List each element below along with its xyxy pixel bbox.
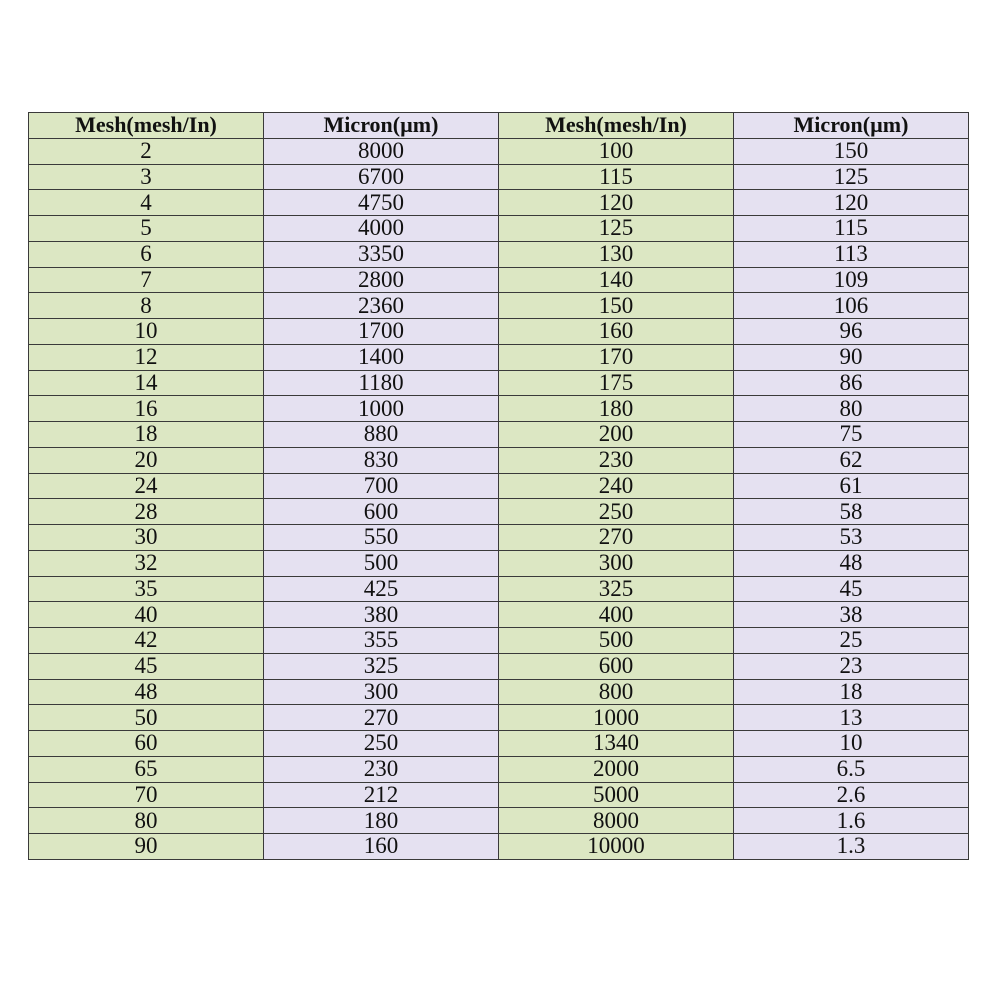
table-row xyxy=(29,653,969,679)
mesh-cell: 180 xyxy=(499,396,734,422)
mesh-cell: 70 xyxy=(29,782,264,808)
micron-cell: 425 xyxy=(264,576,499,602)
micron-cell: 53 xyxy=(734,525,969,551)
mesh-cell: 7 xyxy=(29,267,264,293)
mesh-cell: 28 xyxy=(29,499,264,525)
mesh-cell: 65 xyxy=(29,756,264,782)
mesh-cell: 42 xyxy=(29,628,264,654)
micron-cell: 300 xyxy=(264,679,499,705)
micron-cell: 830 xyxy=(264,447,499,473)
table-row xyxy=(29,705,969,731)
mesh-cell: 12 xyxy=(29,344,264,370)
mesh-cell: 120 xyxy=(499,190,734,216)
micron-cell: 115 xyxy=(734,216,969,242)
mesh-cell: 400 xyxy=(499,602,734,628)
micron-cell: 2360 xyxy=(264,293,499,319)
mesh-cell: 18 xyxy=(29,422,264,448)
mesh-cell: 325 xyxy=(499,576,734,602)
micron-cell: 90 xyxy=(734,344,969,370)
micron-cell: 1000 xyxy=(264,396,499,422)
mesh-cell: 8 xyxy=(29,293,264,319)
mesh-cell: 100 xyxy=(499,138,734,164)
table-row xyxy=(29,447,969,473)
mesh-cell: 35 xyxy=(29,576,264,602)
mesh-cell: 24 xyxy=(29,473,264,499)
micron-cell: 8000 xyxy=(264,138,499,164)
micron-cell: 25 xyxy=(734,628,969,654)
table-row xyxy=(29,241,969,267)
mesh-cell: 50 xyxy=(29,705,264,731)
table-row xyxy=(29,731,969,757)
table-body xyxy=(29,138,969,859)
mesh-cell: 270 xyxy=(499,525,734,551)
micron-cell: 1700 xyxy=(264,319,499,345)
mesh-cell: 3 xyxy=(29,164,264,190)
table-row xyxy=(29,216,969,242)
micron-cell: 325 xyxy=(264,653,499,679)
micron-cell: 10 xyxy=(734,731,969,757)
micron-cell: 1400 xyxy=(264,344,499,370)
table-row xyxy=(29,550,969,576)
table-row xyxy=(29,602,969,628)
micron-cell: 113 xyxy=(734,241,969,267)
table-row xyxy=(29,370,969,396)
mesh-cell: 1340 xyxy=(499,731,734,757)
micron-cell: 6.5 xyxy=(734,756,969,782)
micron-cell: 880 xyxy=(264,422,499,448)
mesh-cell: 300 xyxy=(499,550,734,576)
micron-cell: 61 xyxy=(734,473,969,499)
mesh-cell: 2000 xyxy=(499,756,734,782)
mesh-cell: 90 xyxy=(29,834,264,860)
mesh-cell: 800 xyxy=(499,679,734,705)
micron-cell: 180 xyxy=(264,808,499,834)
micron-cell: 45 xyxy=(734,576,969,602)
micron-cell: 120 xyxy=(734,190,969,216)
micron-cell: 58 xyxy=(734,499,969,525)
table-row xyxy=(29,679,969,705)
header-mesh-1: Mesh(mesh/In) xyxy=(29,113,264,139)
mesh-cell: 10000 xyxy=(499,834,734,860)
micron-cell: 13 xyxy=(734,705,969,731)
micron-cell: 600 xyxy=(264,499,499,525)
mesh-cell: 5000 xyxy=(499,782,734,808)
mesh-cell: 4 xyxy=(29,190,264,216)
table-row xyxy=(29,525,969,551)
mesh-cell: 5 xyxy=(29,216,264,242)
micron-cell: 109 xyxy=(734,267,969,293)
micron-cell: 80 xyxy=(734,396,969,422)
mesh-cell: 170 xyxy=(499,344,734,370)
micron-cell: 2.6 xyxy=(734,782,969,808)
micron-cell: 4000 xyxy=(264,216,499,242)
micron-cell: 86 xyxy=(734,370,969,396)
table-row xyxy=(29,190,969,216)
mesh-cell: 150 xyxy=(499,293,734,319)
header-micron-2: Micron(µm) xyxy=(734,113,969,139)
mesh-cell: 2 xyxy=(29,138,264,164)
table-row xyxy=(29,138,969,164)
mesh-cell: 16 xyxy=(29,396,264,422)
micron-cell: 1180 xyxy=(264,370,499,396)
mesh-micron-table xyxy=(28,112,969,860)
mesh-cell: 250 xyxy=(499,499,734,525)
micron-cell: 1.6 xyxy=(734,808,969,834)
table-row xyxy=(29,499,969,525)
mesh-cell: 140 xyxy=(499,267,734,293)
mesh-cell: 60 xyxy=(29,731,264,757)
micron-cell: 550 xyxy=(264,525,499,551)
table-row xyxy=(29,628,969,654)
header-micron-1: Micron(µm) xyxy=(264,113,499,139)
mesh-cell: 40 xyxy=(29,602,264,628)
mesh-cell: 1000 xyxy=(499,705,734,731)
mesh-cell: 500 xyxy=(499,628,734,654)
mesh-cell: 125 xyxy=(499,216,734,242)
micron-cell: 62 xyxy=(734,447,969,473)
micron-cell: 355 xyxy=(264,628,499,654)
table-row xyxy=(29,396,969,422)
table-row xyxy=(29,756,969,782)
table-row xyxy=(29,267,969,293)
micron-cell: 106 xyxy=(734,293,969,319)
micron-cell: 6700 xyxy=(264,164,499,190)
micron-cell: 230 xyxy=(264,756,499,782)
header-mesh-2: Mesh(mesh/In) xyxy=(499,113,734,139)
mesh-cell: 48 xyxy=(29,679,264,705)
micron-cell: 2800 xyxy=(264,267,499,293)
micron-cell: 125 xyxy=(734,164,969,190)
micron-cell: 96 xyxy=(734,319,969,345)
mesh-cell: 160 xyxy=(499,319,734,345)
micron-cell: 1.3 xyxy=(734,834,969,860)
micron-cell: 48 xyxy=(734,550,969,576)
mesh-cell: 6 xyxy=(29,241,264,267)
mesh-cell: 30 xyxy=(29,525,264,551)
micron-cell: 380 xyxy=(264,602,499,628)
header-row xyxy=(29,113,969,139)
mesh-cell: 45 xyxy=(29,653,264,679)
mesh-cell: 10 xyxy=(29,319,264,345)
micron-cell: 4750 xyxy=(264,190,499,216)
mesh-cell: 8000 xyxy=(499,808,734,834)
micron-cell: 500 xyxy=(264,550,499,576)
mesh-cell: 80 xyxy=(29,808,264,834)
mesh-cell: 115 xyxy=(499,164,734,190)
table-row xyxy=(29,808,969,834)
micron-cell: 23 xyxy=(734,653,969,679)
mesh-cell: 240 xyxy=(499,473,734,499)
mesh-cell: 230 xyxy=(499,447,734,473)
mesh-cell: 175 xyxy=(499,370,734,396)
mesh-cell: 14 xyxy=(29,370,264,396)
micron-cell: 75 xyxy=(734,422,969,448)
micron-cell: 160 xyxy=(264,834,499,860)
table-row xyxy=(29,293,969,319)
mesh-cell: 20 xyxy=(29,447,264,473)
mesh-cell: 200 xyxy=(499,422,734,448)
micron-cell: 3350 xyxy=(264,241,499,267)
mesh-cell: 32 xyxy=(29,550,264,576)
table-row xyxy=(29,576,969,602)
table-row xyxy=(29,782,969,808)
micron-cell: 38 xyxy=(734,602,969,628)
table-row xyxy=(29,834,969,860)
table-row xyxy=(29,319,969,345)
table-row xyxy=(29,422,969,448)
mesh-cell: 130 xyxy=(499,241,734,267)
micron-cell: 150 xyxy=(734,138,969,164)
micron-cell: 18 xyxy=(734,679,969,705)
micron-cell: 212 xyxy=(264,782,499,808)
table-row xyxy=(29,344,969,370)
table-row xyxy=(29,164,969,190)
micron-cell: 270 xyxy=(264,705,499,731)
mesh-cell: 600 xyxy=(499,653,734,679)
micron-cell: 250 xyxy=(264,731,499,757)
micron-cell: 700 xyxy=(264,473,499,499)
table-row xyxy=(29,473,969,499)
